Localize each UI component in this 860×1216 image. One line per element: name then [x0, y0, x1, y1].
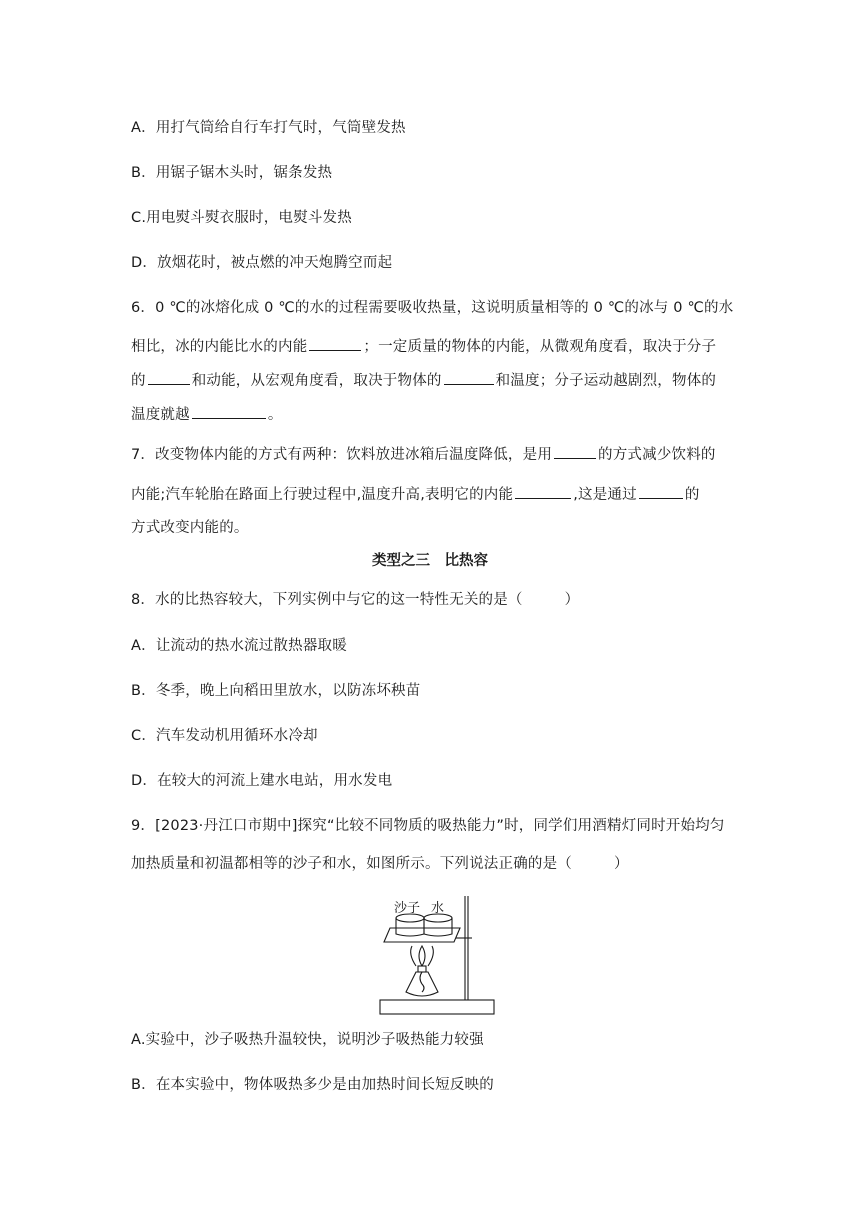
q7-blank-1 [554, 444, 596, 459]
q9-text: 加热质量和初温都相等的沙子和水，如图所示。下列说法正确的是（ [131, 856, 572, 872]
q8-text: 8．水的比热容较大，下列实例中与它的这一特性无关的是（ [131, 592, 523, 608]
q9-line-2 [131, 854, 629, 874]
q6-blank-4 [192, 404, 266, 419]
q5-option-c: C.用电熨斗熨衣服时，电熨斗发热 [131, 210, 352, 226]
q6-blank-1 [309, 336, 361, 351]
q7-text: ,这是通过 [573, 487, 637, 503]
q7-text: 的 [684, 487, 700, 503]
q7-line-3: 方式改变内能的。 [131, 520, 249, 536]
q8-stem [131, 590, 579, 610]
q6-text: 。 [267, 407, 283, 423]
q7-blank-2 [515, 484, 571, 499]
lamp-neck [418, 966, 426, 972]
section-title: 类型之三 比热容 [372, 553, 488, 569]
q5-option-a: A．用打气筒给自行车打气时，气筒壁发热 [131, 120, 406, 136]
q6-blank-2 [148, 370, 190, 385]
experiment-apparatus-figure [376, 896, 498, 1018]
q8-option-d: D．在较大的河流上建水电站，用水发电 [131, 773, 393, 789]
q7-text: 的方式减少饮料的 [598, 447, 716, 463]
q9-text: ） [614, 856, 629, 872]
q5-option-b: B．用锯子锯木头时，锯条发热 [131, 165, 333, 181]
q7-line-2 [131, 484, 700, 505]
q8-text: ） [564, 592, 580, 608]
q9-option-b: B．在本实验中，物体吸热多少是由加热时间长短反映的 [131, 1077, 494, 1093]
q7-text: 内能;汽车轮胎在路面上行驶过程中,温度升高,表明它的内能 [131, 487, 514, 503]
q6-text: ；一定质量的物体的内能，从微观角度看，取决于分子 [363, 339, 717, 355]
label-water: 水 [431, 901, 445, 916]
q9-line-1: 9．[2023·丹江口市期中]探究“比较不同物质的吸热能力”时，同学们用酒精灯同时开始均匀 [131, 818, 725, 834]
wick [420, 972, 424, 992]
q7-text: 7．改变物体内能的方式有两种：饮料放进冰箱后温度降低，是用 [131, 447, 553, 463]
q5-option-d: D．放烟花时，被点燃的冲天炮腾空而起 [131, 255, 393, 271]
base-plate [380, 1000, 494, 1014]
q6-blank-3 [444, 370, 494, 385]
q6-text: 和温度；分子运动越剧烈，物体的 [495, 373, 717, 389]
label-sand: 沙子 [394, 901, 421, 916]
q6-line-4 [131, 404, 283, 425]
q6-text: 的 [131, 373, 146, 389]
q6-text: 温度就越 [131, 407, 190, 423]
flame-right [428, 946, 433, 966]
q8-option-a: A．让流动的热水流过散热器取暖 [131, 638, 347, 654]
q8-option-c: C．汽车发动机用循环水冷却 [131, 728, 318, 744]
flame-left [411, 946, 416, 966]
q8-option-b: B．冬季，晚上向稻田里放水，以防冻坏秧苗 [131, 683, 421, 699]
q6-line-2 [131, 336, 716, 357]
q9-option-a: A.实验中，沙子吸热升温较快，说明沙子吸热能力较强 [131, 1032, 484, 1048]
q7-blank-3 [639, 484, 683, 499]
q6-line-1: 6．0 ℃的冰熔化成 0 ℃的水的过程需要吸收热量，这说明质量相等的 0 ℃的冰与 0 ℃的水 [131, 300, 734, 316]
q6-line-3 [131, 370, 716, 391]
flame [419, 946, 425, 966]
q6-text: 和动能，从宏观角度看，取决于物体的 [191, 373, 442, 389]
q7-line-1 [131, 444, 716, 465]
q6-text: 相比，冰的内能比水的内能 [131, 339, 308, 355]
